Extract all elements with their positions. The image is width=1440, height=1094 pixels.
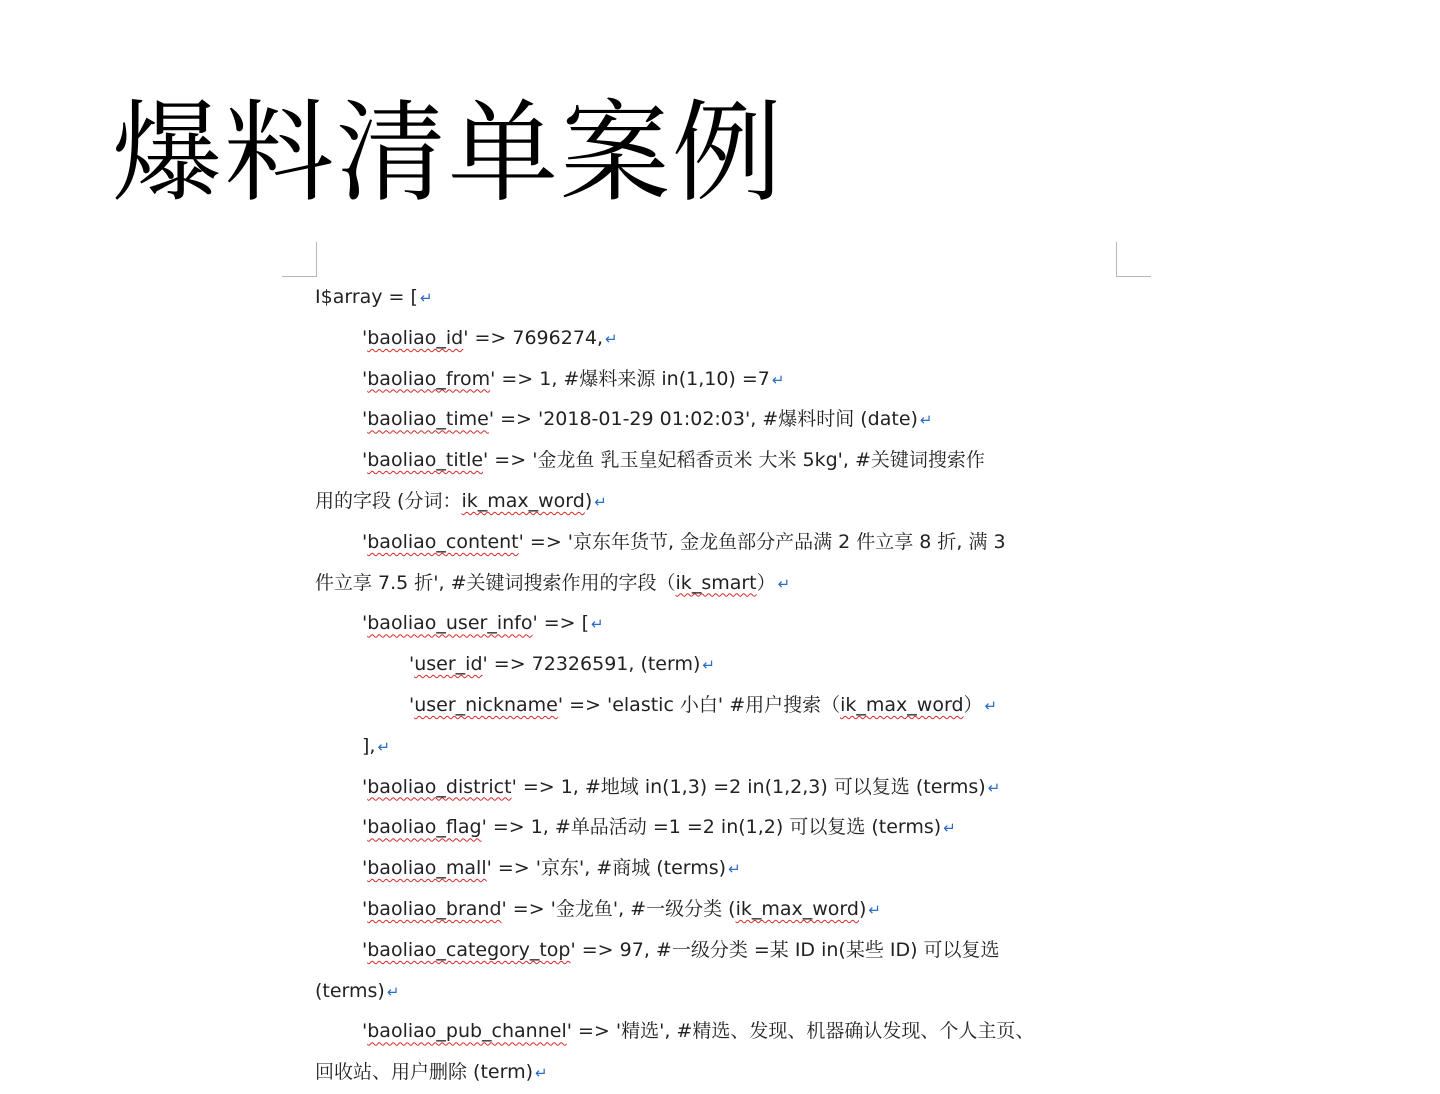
spellcheck-word: user_nickname xyxy=(414,693,558,716)
code-text: ' xyxy=(362,938,368,961)
code-text: (terms) xyxy=(315,979,385,1002)
code-line xyxy=(315,930,1115,971)
code-text: ' => '京东年货节, 金龙鱼部分产品满 2 件立享 8 折, 满 3 xyxy=(518,530,1006,553)
code-text: ' => '京东', #商城 (terms) xyxy=(486,857,727,880)
code-text: ' xyxy=(362,449,368,472)
code-line xyxy=(315,1011,1115,1052)
code-text: ' => '精选', #精选、发现、机器确认发现、个人主页、 xyxy=(566,1020,1035,1043)
code-text: ' xyxy=(362,530,368,553)
code-line xyxy=(315,522,1115,563)
spellcheck-word: baoliao_content xyxy=(367,530,519,553)
spellcheck-word: ik_max_word xyxy=(735,897,859,920)
slide-title: 爆料清单案例 xyxy=(112,89,784,217)
spellcheck-word: baoliao_from xyxy=(367,367,491,390)
spellcheck-word: baoliao_flag xyxy=(367,816,482,839)
return-mark-icon: ↵ xyxy=(984,696,998,715)
spellcheck-word: baoliao_title xyxy=(367,449,484,472)
code-text: ' => 1, #单品活动 =1 =2 in(1,2) 可以复选 (terms) xyxy=(481,816,942,839)
code-text: ) xyxy=(858,897,867,920)
return-mark-icon: ↵ xyxy=(943,819,956,838)
code-text: ' xyxy=(362,612,368,635)
return-mark-icon: ↵ xyxy=(702,656,715,675)
return-mark-icon: ↵ xyxy=(771,370,785,389)
code-text: ' xyxy=(409,653,415,676)
spellcheck-word: user_id xyxy=(414,653,483,676)
code-text: ) xyxy=(584,489,593,512)
spellcheck-word: baoliao_mall xyxy=(367,857,487,880)
return-mark-icon: ↵ xyxy=(535,1064,548,1083)
spellcheck-word: baoliao_brand xyxy=(367,897,502,920)
code-line xyxy=(315,726,1115,767)
spellcheck-word: ik_smart xyxy=(675,571,757,594)
code-line xyxy=(315,359,1115,400)
code-text: ' => '2018-01-29 01:02:03', #爆料时间 (date) xyxy=(488,408,918,431)
code-text: ' => '金龙鱼', #一级分类 ( xyxy=(501,897,736,920)
return-mark-icon: ↵ xyxy=(987,778,1001,797)
code-text: ' => 1, #爆料来源 in(1,10) =7 xyxy=(490,367,770,390)
code-line xyxy=(315,277,1115,318)
code-text: 件立享 7.5 折', #关键词搜索作用的字段（ xyxy=(315,571,676,594)
code-text: ' => [ xyxy=(532,612,590,635)
code-text: ' => 'elastic 小白' #用户搜索（ xyxy=(557,693,841,716)
code-text: ' xyxy=(362,857,368,880)
code-text: ' xyxy=(362,326,368,349)
return-mark-icon: ↵ xyxy=(728,860,741,879)
code-text: ' xyxy=(409,693,415,716)
return-mark-icon: ↵ xyxy=(591,615,604,634)
code-text: 用的字段 (分词： xyxy=(315,489,462,512)
return-mark-icon: ↵ xyxy=(919,411,933,430)
code-text: ' xyxy=(362,897,368,920)
code-text: 回收站、用户删除 (term) xyxy=(315,1061,533,1084)
crop-mark-top-right xyxy=(1116,242,1151,277)
spellcheck-word: ik_max_word xyxy=(840,693,964,716)
spellcheck-word: baoliao_id xyxy=(367,326,464,349)
code-line xyxy=(315,481,1115,522)
return-mark-icon: ↵ xyxy=(386,982,400,1001)
code-line xyxy=(315,767,1115,808)
return-mark-icon: ↵ xyxy=(419,289,433,307)
code-line xyxy=(315,563,1115,604)
code-text: I$array = [ xyxy=(315,286,418,308)
code-text: ], xyxy=(362,734,376,757)
crop-mark-top-left xyxy=(282,242,317,277)
code-text: ） xyxy=(963,693,983,716)
code-text: ' => 7696274, xyxy=(463,326,604,349)
document-body xyxy=(315,277,1115,1093)
spellcheck-word: baoliao_pub_channel xyxy=(367,1020,567,1043)
code-line xyxy=(315,889,1115,930)
code-line xyxy=(315,318,1115,359)
code-text: ' => '金龙鱼 乳玉皇妃稻香贡米 大米 5kg', #关键词搜索作 xyxy=(483,449,985,472)
return-mark-icon: ↵ xyxy=(605,329,618,348)
code-line xyxy=(315,807,1115,848)
spellcheck-word: ik_max_word xyxy=(461,489,585,512)
return-mark-icon: ↵ xyxy=(594,492,607,511)
spellcheck-word: baoliao_user_info xyxy=(367,612,533,635)
code-text: ） xyxy=(756,571,776,594)
code-text: ' xyxy=(362,775,368,798)
code-line xyxy=(315,685,1115,726)
code-text: ' => 72326591, (term) xyxy=(482,653,701,676)
code-text: ' xyxy=(362,1020,368,1043)
code-line xyxy=(315,440,1115,481)
code-line xyxy=(315,848,1115,889)
spellcheck-word: baoliao_district xyxy=(367,775,512,798)
code-text: ' xyxy=(362,816,368,839)
code-line xyxy=(315,1052,1115,1093)
return-mark-icon: ↵ xyxy=(777,574,791,593)
return-mark-icon: ↵ xyxy=(377,737,391,756)
code-text: ' xyxy=(362,367,368,390)
code-line xyxy=(315,603,1115,644)
spellcheck-word: baoliao_category_top xyxy=(367,938,571,961)
code-text: ' => 1, #地域 in(1,3) =2 in(1,2,3) 可以复选 (terms) xyxy=(511,775,986,798)
code-text: ' xyxy=(362,408,368,431)
code-line xyxy=(315,971,1115,1012)
spellcheck-word: baoliao_time xyxy=(367,408,489,431)
code-line xyxy=(315,644,1115,685)
code-line xyxy=(315,399,1115,440)
return-mark-icon: ↵ xyxy=(868,900,881,919)
code-text: ' => 97, #一级分类 =某 ID in(某些 ID) 可以复选 xyxy=(570,938,1000,961)
